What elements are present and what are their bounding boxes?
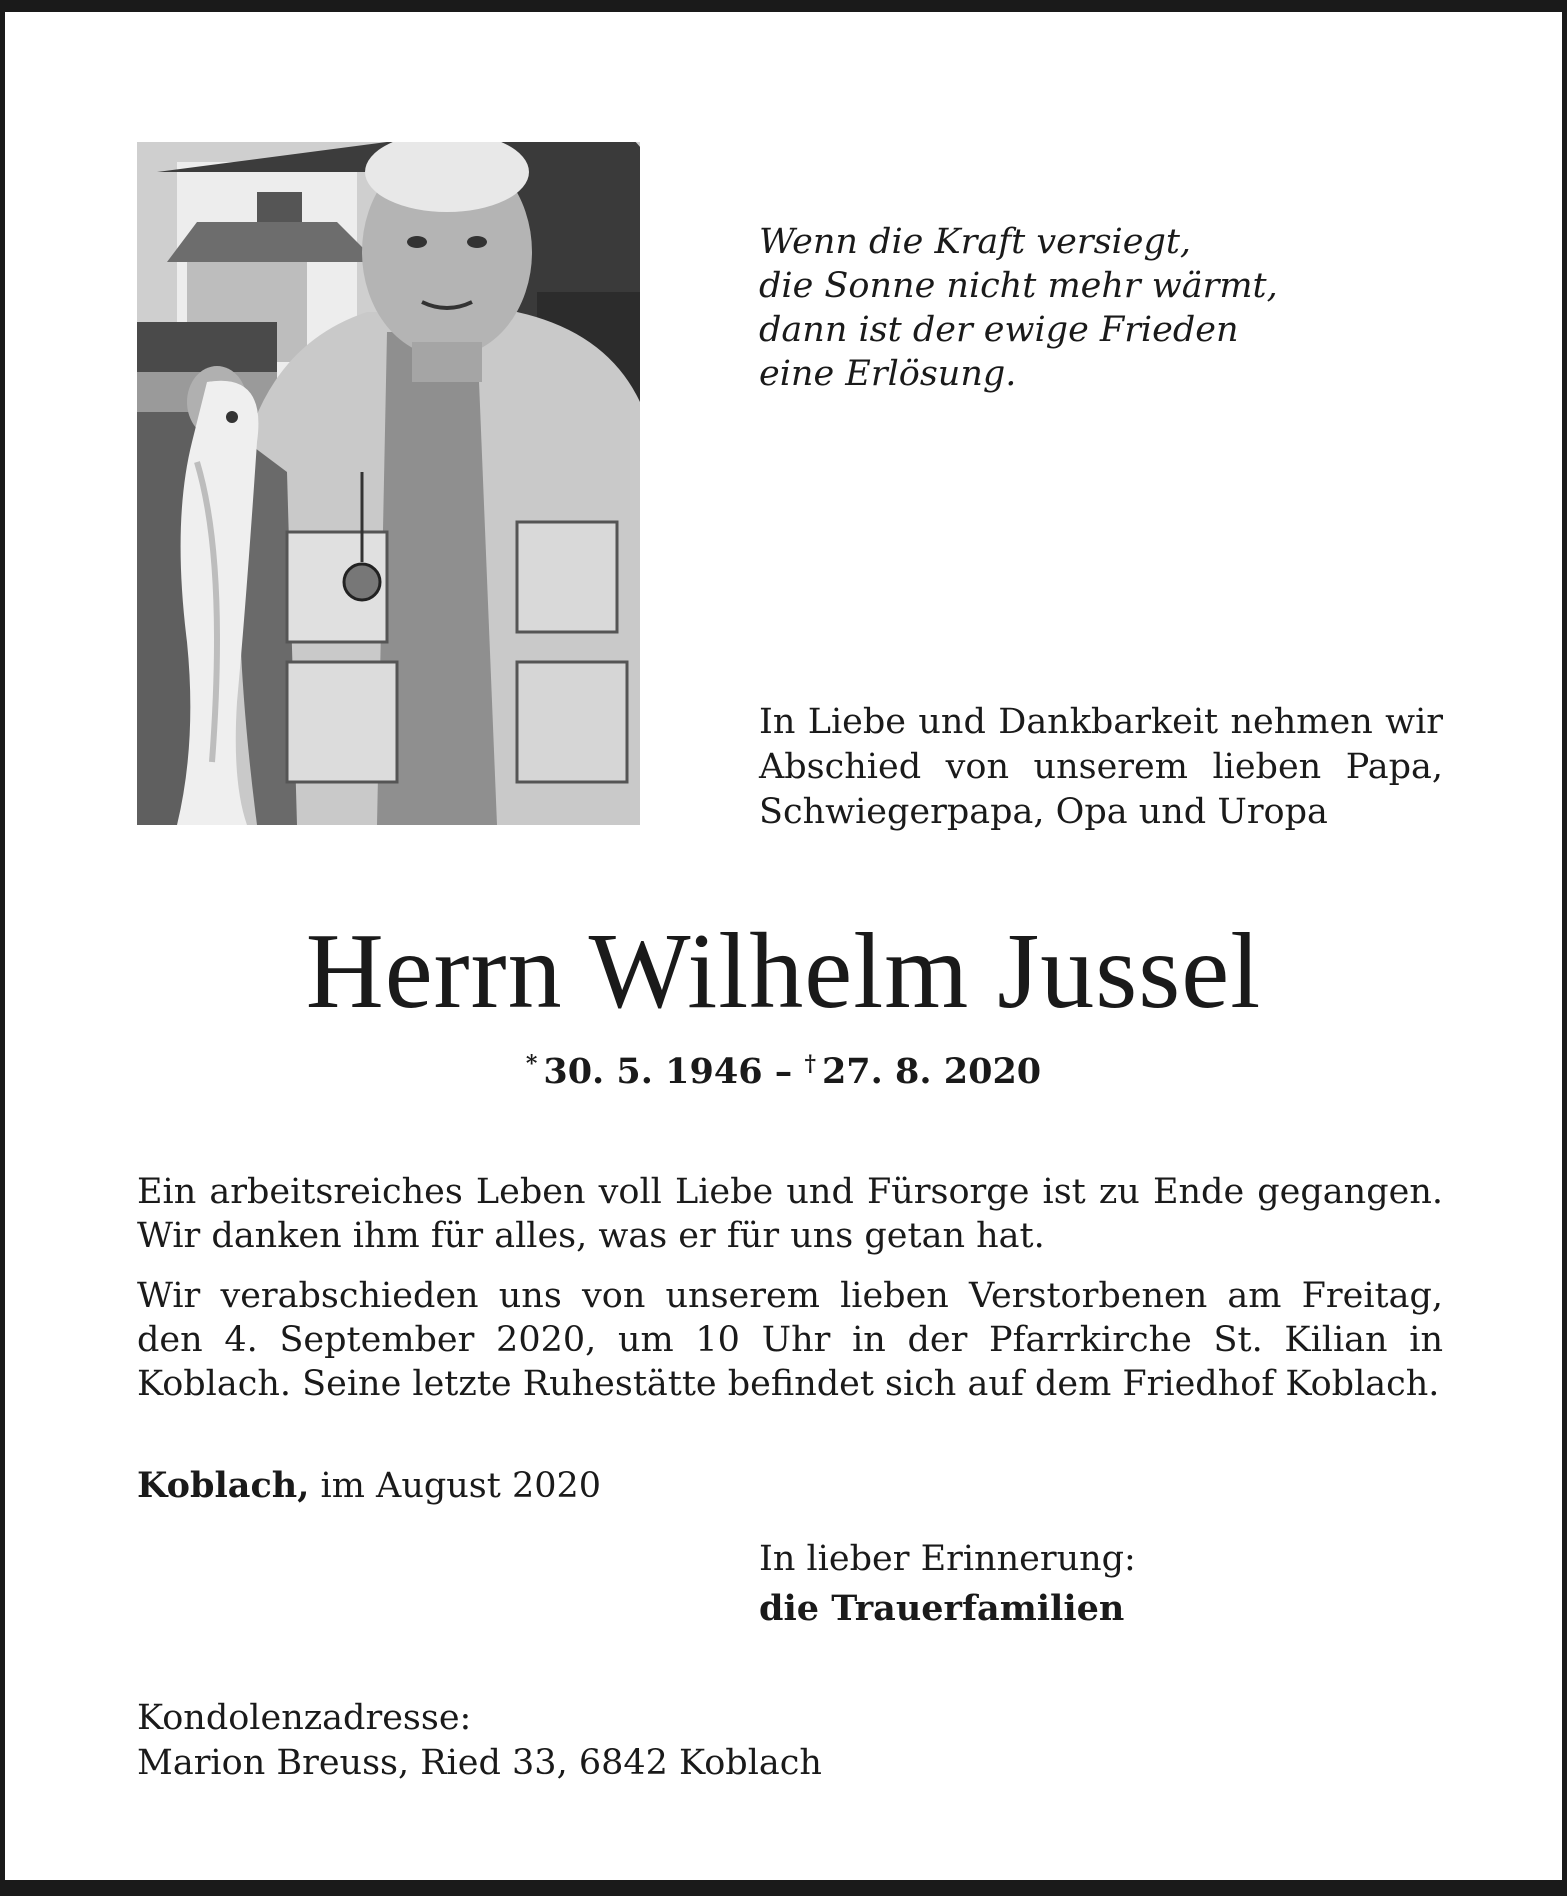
birth-symbol: * bbox=[525, 1051, 538, 1077]
condolence-label: Kondolenzadresse: bbox=[137, 1698, 472, 1738]
condolence-address-text: Marion Breuss, Ried 33, 6842 Koblach bbox=[137, 1743, 822, 1783]
death-symbol: † bbox=[804, 1051, 816, 1077]
signature: die Trauerfamilien bbox=[759, 1588, 1125, 1629]
farewell-intro: In Liebe und Dankbarkeit nehmen wir Abschied von unserem lieben Papa, Schwiegerpapa, Opa und Uropa bbox=[759, 702, 1443, 832]
deceased-name: Herrn Wilhelm Jussel bbox=[305, 912, 1262, 1031]
portrait-photo bbox=[137, 142, 640, 825]
death-date: 27. 8. 2020 bbox=[821, 1051, 1042, 1092]
motto-line: eine Erlösung. bbox=[759, 354, 1017, 394]
closing-block bbox=[759, 1534, 1136, 1634]
place-date bbox=[137, 1464, 601, 1508]
portrait-illustration bbox=[137, 142, 640, 825]
motto-line: die Sonne nicht mehr wärmt, bbox=[759, 266, 1278, 306]
place-name: Koblach, bbox=[137, 1465, 310, 1506]
motto-verse bbox=[759, 220, 1459, 396]
motto-line: dann ist der ewige Frieden bbox=[759, 310, 1239, 350]
closing-line: In lieber Erinnerung: bbox=[759, 1539, 1136, 1579]
date-text: im August 2020 bbox=[320, 1466, 602, 1506]
life-dates bbox=[5, 1042, 1562, 1094]
body-paragraph-1: Ein arbeitsreiches Leben voll Liebe und Fürsorge ist zu Ende gegangen. Wir danken ihm für alles, was er für uns getan hat. bbox=[137, 1172, 1443, 1256]
condolence-address bbox=[137, 1696, 822, 1786]
motto-line: Wenn die Kraft versiegt, bbox=[759, 222, 1192, 262]
body-paragraph-2: Wir verabschieden uns von unserem lieben Verstorbenen am Freitag, den 4. September 2020, um 10 Uhr in der Pfarrkirche St. Kilian in Koblach. Seine letzte Ruhestätte befindet sich auf dem Friedhof Koblach. bbox=[137, 1276, 1443, 1404]
birth-date: 30. 5. 1946 bbox=[543, 1051, 763, 1092]
date-separator: – bbox=[774, 1051, 793, 1092]
